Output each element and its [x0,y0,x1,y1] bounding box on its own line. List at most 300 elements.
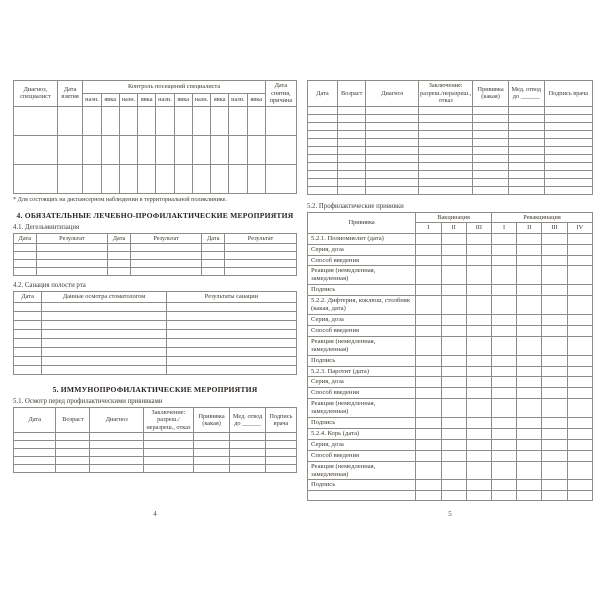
empty-cell [544,162,592,170]
row-label: Серия, доза [308,244,416,255]
empty-cell [517,314,542,325]
empty-cell [14,338,42,347]
empty-cell [193,433,230,441]
empty-cell [542,461,567,480]
empty-cell [308,170,338,178]
table-row [14,338,297,347]
empty-cell [230,465,265,473]
empty-cell [473,146,509,154]
empty-cell [193,441,230,449]
table-row [14,329,297,338]
empty-cell [473,170,509,178]
empty-cell [416,461,441,480]
empty-cell [366,170,419,178]
empty-cell [419,106,473,114]
table-row [308,450,593,461]
empty-cell [567,255,592,266]
row-label: Способ введения [308,388,416,399]
empty-cell [211,135,229,164]
empty-cell [14,329,42,338]
empty-cell [466,439,491,450]
empty-cell [542,450,567,461]
empty-cell [156,135,174,164]
empty-cell [166,311,296,320]
empty-cell [166,356,296,365]
empty-cell [491,355,516,366]
empty-cell [491,377,516,388]
empty-cell [466,491,491,501]
empty-cell [57,135,82,164]
empty-cell [491,314,516,325]
table-row [308,170,593,178]
empty-cell [544,146,592,154]
empty-cell [567,266,592,285]
empty-cell [56,465,90,473]
row-label [308,491,416,501]
table-row [308,439,593,450]
column-header: явка [101,93,119,106]
empty-cell [416,377,441,388]
empty-cell [119,164,137,193]
table-row [308,428,593,439]
row-label: Серия, доза [308,439,416,450]
empty-cell [416,418,441,429]
empty-cell [466,377,491,388]
empty-cell [416,314,441,325]
table-row [308,480,593,491]
row-label: Серия, доза [308,377,416,388]
empty-cell [42,356,167,365]
row-label: Реакция (немедленная, замедленная) [308,266,416,285]
empty-cell [56,457,90,465]
empty-cell [491,399,516,418]
dispensary-footnote: * Для состоящих на диспансерном наблюдении в территориальной поликлинике. [13,195,228,203]
empty-cell [542,244,567,255]
empty-cell [567,244,592,255]
column-header: Мед. отвод до ______ [508,81,544,107]
empty-cell [366,186,419,194]
empty-cell [544,122,592,130]
empty-cell [193,449,230,457]
empty-cell [192,106,210,135]
table-row [308,233,593,244]
column-header: явка [174,93,192,106]
empty-cell [441,480,466,491]
empty-cell [419,138,473,146]
column-header: Подпись врача [544,81,592,107]
column-header: III [466,223,491,234]
empty-cell [517,285,542,296]
empty-cell [567,450,592,461]
empty-cell [491,461,516,480]
table-header-row [14,233,297,244]
empty-cell [542,336,567,355]
column-header: III [542,223,567,234]
table-header-row [14,407,297,433]
empty-cell [542,355,567,366]
empty-cell [166,347,296,356]
row-label: Подпись [308,480,416,491]
empty-cell [130,252,202,260]
empty-cell [166,365,296,374]
table-row [308,154,593,162]
column-header: IV [567,223,592,234]
empty-cell [491,450,516,461]
empty-cell [466,325,491,336]
empty-cell [441,255,466,266]
column-header: Дата [202,233,225,244]
empty-cell [466,285,491,296]
empty-cell [90,441,144,449]
empty-cell [144,449,194,457]
empty-cell [567,461,592,480]
table-header-row [308,81,593,107]
empty-cell [466,336,491,355]
column-header: назн. [229,93,247,106]
row-label: 5.2.4. Корь (дата) [308,428,416,439]
empty-cell [14,365,42,374]
empty-cell [567,336,592,355]
empty-cell [57,164,82,193]
column-header: назн. [192,93,210,106]
table-row [14,106,297,135]
empty-cell [517,399,542,418]
column-header: явка [247,93,265,106]
empty-cell [101,135,119,164]
empty-cell [211,106,229,135]
empty-cell [517,461,542,480]
empty-cell [544,114,592,122]
column-header: Дата взятия [57,81,82,107]
empty-cell [491,266,516,285]
column-header: I [491,223,516,234]
empty-cell [567,285,592,296]
empty-cell [473,154,509,162]
table-row [14,465,297,473]
empty-cell [419,154,473,162]
empty-cell [14,457,56,465]
table-header-row [14,81,297,94]
empty-cell [308,138,338,146]
empty-cell [308,106,338,114]
empty-cell [156,106,174,135]
empty-cell [466,266,491,285]
empty-cell [166,320,296,329]
table-row [308,461,593,480]
column-header: Данные осмотра стоматологом [42,292,167,303]
dispensary-control-table [13,80,297,194]
empty-cell [337,106,366,114]
empty-cell [366,138,419,146]
empty-cell [230,449,265,457]
empty-cell [14,465,56,473]
empty-cell [14,244,37,252]
column-header: Ревакцинация [491,212,592,223]
empty-cell [473,130,509,138]
empty-cell [202,244,225,252]
empty-cell [36,244,108,252]
empty-cell [14,320,42,329]
column-header: Диагноз, специалист [14,81,58,107]
empty-cell [466,296,491,315]
empty-cell [441,366,466,377]
empty-cell [119,106,137,135]
empty-cell [230,457,265,465]
empty-cell [130,244,202,252]
empty-cell [517,388,542,399]
pre-vaccination-exam-table [13,407,297,474]
empty-cell [366,146,419,154]
empty-cell [225,244,297,252]
column-header: Подпись врача [265,407,296,433]
empty-cell [567,399,592,418]
column-header: Диагноз [90,407,144,433]
oral-sanation-table [13,291,297,375]
table-row [308,178,593,186]
empty-cell [416,366,441,377]
empty-cell [416,296,441,315]
empty-cell [42,311,167,320]
table-row [14,268,297,276]
column-header: Дата [14,233,37,244]
empty-cell [202,252,225,260]
empty-cell [265,135,296,164]
empty-cell [337,146,366,154]
vaccinations-table [307,212,593,502]
empty-cell [144,465,194,473]
empty-cell [542,428,567,439]
empty-cell [542,377,567,388]
column-header: Дата [108,233,131,244]
empty-cell [517,491,542,501]
empty-cell [517,428,542,439]
empty-cell [265,106,296,135]
empty-cell [491,439,516,450]
empty-cell [466,450,491,461]
empty-cell [466,366,491,377]
empty-cell [441,428,466,439]
empty-cell [229,164,247,193]
empty-cell [491,255,516,266]
empty-cell [14,106,58,135]
row-label: Реакция (немедленная, замедленная) [308,399,416,418]
empty-cell [419,114,473,122]
empty-cell [542,480,567,491]
table-header-row [308,212,593,223]
column-header: Результат [36,233,108,244]
empty-cell [108,252,131,260]
empty-cell [166,302,296,311]
empty-cell [366,154,419,162]
empty-cell [14,135,58,164]
empty-cell [517,244,542,255]
empty-cell [567,314,592,325]
empty-cell [14,302,42,311]
empty-cell [567,428,592,439]
empty-cell [14,441,56,449]
empty-cell [108,244,131,252]
empty-cell [14,164,58,193]
empty-cell [544,170,592,178]
table-row [14,320,297,329]
empty-cell [473,138,509,146]
empty-cell [337,154,366,162]
empty-cell [441,388,466,399]
empty-cell [441,377,466,388]
empty-cell [56,433,90,441]
table-row [14,441,297,449]
section-4-1-label: 4.1. Дегельминтизация [13,223,80,231]
empty-cell [308,162,338,170]
empty-cell [466,244,491,255]
empty-cell [57,106,82,135]
empty-cell [265,433,296,441]
empty-cell [138,164,156,193]
column-header: Результат [130,233,202,244]
table-row [308,266,593,285]
column-header: Дата [308,81,338,107]
empty-cell [174,135,192,164]
empty-cell [517,233,542,244]
row-label: Подпись [308,418,416,429]
empty-cell [473,122,509,130]
column-header: Прививка (какая) [473,81,509,107]
empty-cell [517,377,542,388]
empty-cell [83,106,101,135]
empty-cell [441,439,466,450]
empty-cell [108,260,131,268]
column-header: Диагноз [366,81,419,107]
empty-cell [491,428,516,439]
empty-cell [202,260,225,268]
empty-cell [542,399,567,418]
empty-cell [416,439,441,450]
table-row [308,122,593,130]
empty-cell [441,491,466,501]
empty-cell [416,244,441,255]
empty-cell [441,285,466,296]
empty-cell [144,457,194,465]
column-header: I [416,223,441,234]
empty-cell [542,255,567,266]
empty-cell [542,233,567,244]
empty-cell [265,441,296,449]
empty-cell [567,418,592,429]
deworming-table [13,233,297,277]
column-header: Дата [14,407,56,433]
empty-cell [542,296,567,315]
column-header: Дата [14,292,42,303]
table-row [14,260,297,268]
empty-cell [14,268,37,276]
row-label: Подпись [308,355,416,366]
empty-cell [567,355,592,366]
table-row [308,106,593,114]
page-right [307,80,593,501]
empty-cell [230,441,265,449]
empty-cell [508,106,544,114]
table-row [308,186,593,194]
empty-cell [544,178,592,186]
empty-cell [441,244,466,255]
table-row [14,449,297,457]
column-header: явка [138,93,156,106]
table-row [308,114,593,122]
empty-cell [90,465,144,473]
empty-cell [441,336,466,355]
empty-cell [225,260,297,268]
table-row [308,491,593,501]
empty-cell [441,461,466,480]
row-label: 5.2.3. Паротит (дата) [308,366,416,377]
empty-cell [14,260,37,268]
table-header-row [14,292,297,303]
empty-cell [42,320,167,329]
empty-cell [36,260,108,268]
empty-cell [473,114,509,122]
empty-cell [42,365,167,374]
table-row [14,302,297,311]
empty-cell [491,480,516,491]
table-row [308,377,593,388]
empty-cell [156,164,174,193]
empty-cell [202,268,225,276]
empty-cell [14,449,56,457]
empty-cell [491,244,516,255]
empty-cell [542,388,567,399]
table-row [14,252,297,260]
empty-cell [508,114,544,122]
empty-cell [517,418,542,429]
empty-cell [42,347,167,356]
empty-cell [466,428,491,439]
table-row [14,311,297,320]
empty-cell [419,162,473,170]
empty-cell [517,480,542,491]
empty-cell [225,252,297,260]
empty-cell [544,154,592,162]
table-row [14,433,297,441]
empty-cell [441,450,466,461]
empty-cell [542,491,567,501]
empty-cell [366,130,419,138]
empty-cell [508,146,544,154]
empty-cell [225,268,297,276]
page-number-left: 4 [153,510,157,518]
pre-vaccination-exam-table-continued [307,80,593,195]
empty-cell [517,255,542,266]
empty-cell [491,418,516,429]
empty-cell [542,266,567,285]
table-row [308,336,593,355]
empty-cell [366,178,419,186]
empty-cell [441,314,466,325]
empty-cell [416,266,441,285]
empty-cell [466,255,491,266]
empty-cell [42,302,167,311]
empty-cell [491,233,516,244]
empty-cell [419,122,473,130]
empty-cell [119,135,137,164]
empty-cell [517,450,542,461]
empty-cell [466,355,491,366]
empty-cell [247,135,265,164]
column-header: Контроль посещений специалиста [83,81,266,94]
empty-cell [441,418,466,429]
empty-cell [416,388,441,399]
empty-cell [36,268,108,276]
empty-cell [544,106,592,114]
